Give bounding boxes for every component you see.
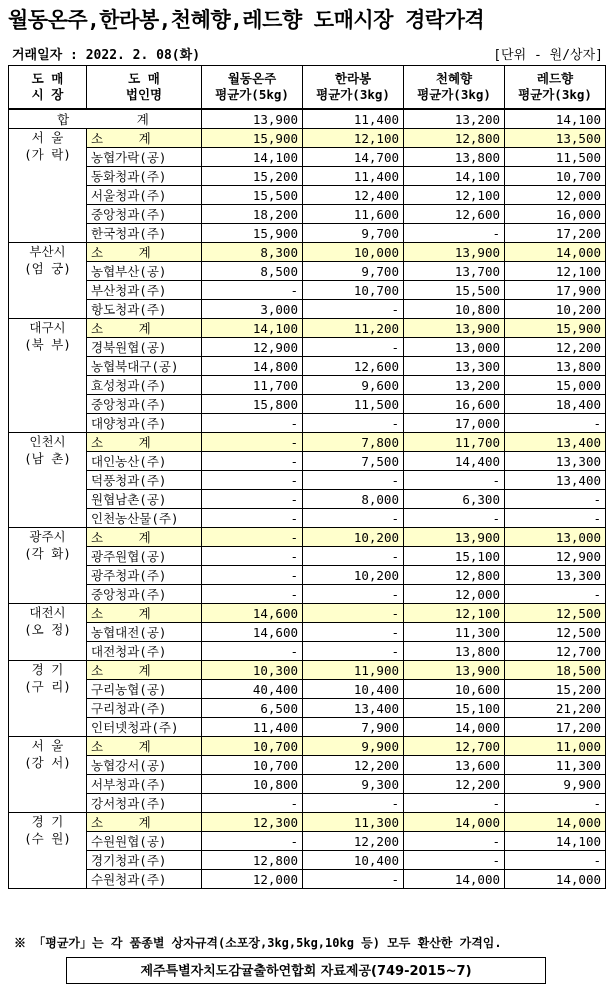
price-value: 14,000 bbox=[404, 870, 505, 889]
price-value: - bbox=[202, 281, 303, 300]
corp-name: 서부청과(주) bbox=[87, 775, 202, 794]
price-value: 18,200 bbox=[202, 205, 303, 224]
subtotal-value: 13,900 bbox=[404, 528, 505, 547]
subtotal-value: 12,500 bbox=[505, 604, 606, 623]
market-name: 대전시 bbox=[29, 605, 66, 620]
table-row bbox=[9, 452, 606, 471]
corp-name: 효성청과(주) bbox=[87, 376, 202, 395]
total-value: 13,900 bbox=[202, 109, 303, 129]
market-area: (가 락) bbox=[24, 147, 71, 162]
subtotal-row bbox=[9, 243, 606, 262]
price-value: 9,300 bbox=[303, 775, 404, 794]
subtotal-value: 11,200 bbox=[303, 319, 404, 338]
price-value: 15,100 bbox=[404, 547, 505, 566]
price-value: - bbox=[202, 642, 303, 661]
corp-name: 농협부산(공) bbox=[87, 262, 202, 281]
price-value: 40,400 bbox=[202, 680, 303, 699]
subtotal-value: 12,300 bbox=[202, 813, 303, 832]
market-area: (오 정) bbox=[24, 622, 71, 637]
market-name: 대구시 bbox=[29, 320, 66, 335]
corp-name: 인천농산물(주) bbox=[87, 509, 202, 528]
price-value: 12,400 bbox=[303, 186, 404, 205]
price-value: 14,400 bbox=[404, 452, 505, 471]
table-row bbox=[9, 775, 606, 794]
corp-name: 수원원협(공) bbox=[87, 832, 202, 851]
corp-name: 농협가락(공) bbox=[87, 148, 202, 167]
market-cell bbox=[9, 737, 87, 813]
price-value: - bbox=[404, 224, 505, 243]
header-col-2-sub: 평균가(3kg) bbox=[316, 87, 390, 102]
subtotal-label: 소 계 bbox=[87, 661, 202, 680]
trade-date: 거래일자 : 2022. 2. 08(화) bbox=[12, 48, 201, 63]
table-row bbox=[9, 832, 606, 851]
corp-name: 농협북대구(공) bbox=[87, 357, 202, 376]
table-row bbox=[9, 281, 606, 300]
header-col-2 bbox=[303, 66, 404, 110]
subtotal-row bbox=[9, 813, 606, 832]
table-row bbox=[9, 205, 606, 224]
subtotal-label: 소 계 bbox=[87, 319, 202, 338]
price-value: 13,800 bbox=[404, 148, 505, 167]
price-value: 13,300 bbox=[505, 566, 606, 585]
table-row bbox=[9, 224, 606, 243]
corp-name: 대전청과(주) bbox=[87, 642, 202, 661]
table-row bbox=[9, 300, 606, 319]
corp-name: 서울청과(주) bbox=[87, 186, 202, 205]
corp-name: 대인농산(주) bbox=[87, 452, 202, 471]
price-value: 13,400 bbox=[303, 699, 404, 718]
corp-name: 농협강서(공) bbox=[87, 756, 202, 775]
price-value: 13,700 bbox=[404, 262, 505, 281]
unit-label: [단위 - 원/상자] bbox=[493, 48, 603, 63]
table-row bbox=[9, 357, 606, 376]
price-value: 16,600 bbox=[404, 395, 505, 414]
subtotal-value: 11,300 bbox=[303, 813, 404, 832]
price-value: 9,700 bbox=[303, 224, 404, 243]
table-row bbox=[9, 699, 606, 718]
subtotal-value: 10,000 bbox=[303, 243, 404, 262]
header-col-4-name: 레드향 bbox=[536, 71, 574, 86]
price-value: 11,300 bbox=[404, 623, 505, 642]
price-value: 9,700 bbox=[303, 262, 404, 281]
subtotal-label: 소 계 bbox=[87, 813, 202, 832]
price-value: - bbox=[505, 794, 606, 813]
price-value: 10,400 bbox=[303, 680, 404, 699]
subtotal-row bbox=[9, 528, 606, 547]
table-row bbox=[9, 376, 606, 395]
price-value: - bbox=[303, 794, 404, 813]
table-row bbox=[9, 509, 606, 528]
market-cell bbox=[9, 604, 87, 661]
price-value: 10,700 bbox=[303, 281, 404, 300]
market-area: (남 촌) bbox=[24, 451, 71, 466]
subtotal-value: 12,100 bbox=[303, 129, 404, 148]
price-value: 6,500 bbox=[202, 699, 303, 718]
subtotal-value: - bbox=[202, 433, 303, 452]
price-value: 12,700 bbox=[505, 642, 606, 661]
market-cell bbox=[9, 243, 87, 319]
subtotal-label: 소 계 bbox=[87, 129, 202, 148]
header-col-4-sub: 평균가(3kg) bbox=[518, 87, 592, 102]
price-value: 12,000 bbox=[505, 186, 606, 205]
price-value: 15,200 bbox=[505, 680, 606, 699]
price-value: 12,100 bbox=[404, 186, 505, 205]
subtotal-row bbox=[9, 319, 606, 338]
market-area: (수 원) bbox=[24, 831, 71, 846]
header-corp bbox=[87, 66, 202, 110]
subtotal-row bbox=[9, 737, 606, 756]
header-row bbox=[9, 66, 606, 110]
price-value: 14,100 bbox=[404, 167, 505, 186]
price-value: 14,100 bbox=[202, 148, 303, 167]
price-value: 12,900 bbox=[202, 338, 303, 357]
price-value: 10,400 bbox=[303, 851, 404, 870]
subtotal-value: 11,700 bbox=[404, 433, 505, 452]
subtotal-label: 소 계 bbox=[87, 433, 202, 452]
price-value: 11,300 bbox=[505, 756, 606, 775]
table-row bbox=[9, 566, 606, 585]
subtotal-value: 14,100 bbox=[202, 319, 303, 338]
corp-name: 경기청과(주) bbox=[87, 851, 202, 870]
corp-name: 덕풍청과(주) bbox=[87, 471, 202, 490]
subtotal-value: 13,500 bbox=[505, 129, 606, 148]
subtotal-value: 11,900 bbox=[303, 661, 404, 680]
header-corp-line1: 도 매 bbox=[128, 71, 160, 86]
subtotal-value: 10,700 bbox=[202, 737, 303, 756]
table-body bbox=[9, 109, 606, 889]
header-col-3-sub: 평균가(3kg) bbox=[417, 87, 491, 102]
price-value: - bbox=[202, 490, 303, 509]
subtotal-value: 12,700 bbox=[404, 737, 505, 756]
price-value: 17,900 bbox=[505, 281, 606, 300]
header-corp-line2: 법인명 bbox=[125, 87, 163, 102]
price-value: 7,900 bbox=[303, 718, 404, 737]
corp-name: 농협대전(공) bbox=[87, 623, 202, 642]
price-value: 15,200 bbox=[202, 167, 303, 186]
table-row bbox=[9, 642, 606, 661]
price-value: 12,200 bbox=[303, 756, 404, 775]
price-value: 15,900 bbox=[202, 224, 303, 243]
market-name: 경 기 bbox=[31, 662, 64, 677]
subtotal-label: 소 계 bbox=[87, 737, 202, 756]
total-label: 합 계 bbox=[9, 109, 202, 129]
price-value: 10,800 bbox=[202, 775, 303, 794]
page-title: 월동온주,한라봉,천혜향,레드향 도매시장 경락가격 bbox=[8, 8, 485, 32]
price-value: 12,000 bbox=[202, 870, 303, 889]
price-value: 3,000 bbox=[202, 300, 303, 319]
subtotal-label: 소 계 bbox=[87, 528, 202, 547]
price-value: - bbox=[202, 471, 303, 490]
price-value: 6,300 bbox=[404, 490, 505, 509]
price-value: - bbox=[404, 851, 505, 870]
subtotal-label: 소 계 bbox=[87, 604, 202, 623]
table-row bbox=[9, 547, 606, 566]
subtotal-value: 15,900 bbox=[505, 319, 606, 338]
subtotal-value: - bbox=[202, 528, 303, 547]
price-value: 10,700 bbox=[202, 756, 303, 775]
price-value: 12,200 bbox=[505, 338, 606, 357]
price-value: 15,100 bbox=[404, 699, 505, 718]
market-name: 광주시 bbox=[29, 529, 66, 544]
subtotal-value: 12,800 bbox=[404, 129, 505, 148]
corp-name: 중앙청과(주) bbox=[87, 205, 202, 224]
header-market-line1: 도 매 bbox=[31, 71, 64, 86]
price-value: - bbox=[505, 490, 606, 509]
market-name: 서 울 bbox=[31, 130, 64, 145]
corp-name: 부산청과(주) bbox=[87, 281, 202, 300]
table-row bbox=[9, 490, 606, 509]
table-row bbox=[9, 870, 606, 889]
market-cell bbox=[9, 661, 87, 737]
price-value: 13,600 bbox=[404, 756, 505, 775]
subtotal-value: 13,900 bbox=[404, 319, 505, 338]
header-market-line2: 시 장 bbox=[31, 87, 64, 102]
price-value: - bbox=[303, 642, 404, 661]
total-value: 11,400 bbox=[303, 109, 404, 129]
price-value: 13,300 bbox=[404, 357, 505, 376]
price-table bbox=[8, 65, 606, 889]
price-value: 12,800 bbox=[202, 851, 303, 870]
price-value: - bbox=[202, 585, 303, 604]
price-value: 12,800 bbox=[404, 566, 505, 585]
total-value: 14,100 bbox=[505, 109, 606, 129]
market-cell bbox=[9, 528, 87, 604]
subtotal-value: 8,300 bbox=[202, 243, 303, 262]
subtotal-value: 13,900 bbox=[404, 661, 505, 680]
subtotal-row bbox=[9, 129, 606, 148]
market-area: (엄 궁) bbox=[24, 261, 71, 276]
table-row bbox=[9, 186, 606, 205]
price-value: - bbox=[202, 547, 303, 566]
price-value: 10,200 bbox=[505, 300, 606, 319]
subtotal-value: 12,100 bbox=[404, 604, 505, 623]
price-value: 13,800 bbox=[404, 642, 505, 661]
price-value: 10,600 bbox=[404, 680, 505, 699]
price-value: - bbox=[505, 509, 606, 528]
corp-name: 수원청과(주) bbox=[87, 870, 202, 889]
market-name: 서 울 bbox=[31, 738, 64, 753]
table-row bbox=[9, 718, 606, 737]
price-value: 15,500 bbox=[404, 281, 505, 300]
market-area: (각 화) bbox=[24, 546, 71, 561]
price-value: 12,200 bbox=[404, 775, 505, 794]
table-row bbox=[9, 414, 606, 433]
header-col-1 bbox=[202, 66, 303, 110]
table-row bbox=[9, 395, 606, 414]
header-market bbox=[9, 66, 87, 110]
table-row bbox=[9, 623, 606, 642]
price-value: 13,200 bbox=[404, 376, 505, 395]
corp-name: 구리청과(주) bbox=[87, 699, 202, 718]
price-value: - bbox=[303, 623, 404, 642]
market-cell bbox=[9, 319, 87, 433]
subtotal-value: 13,000 bbox=[505, 528, 606, 547]
subtotal-value: 11,000 bbox=[505, 737, 606, 756]
subtotal-value: 14,000 bbox=[404, 813, 505, 832]
price-value: - bbox=[202, 452, 303, 471]
header-col-1-sub: 평균가(5kg) bbox=[215, 87, 289, 102]
subtotal-value: 13,400 bbox=[505, 433, 606, 452]
price-value: 15,800 bbox=[202, 395, 303, 414]
price-value: 8,000 bbox=[303, 490, 404, 509]
price-value: - bbox=[303, 585, 404, 604]
subtotal-value: 18,500 bbox=[505, 661, 606, 680]
price-value: - bbox=[303, 471, 404, 490]
table-row bbox=[9, 585, 606, 604]
price-value: - bbox=[505, 414, 606, 433]
price-value: - bbox=[303, 414, 404, 433]
header-col-1-name: 월동온주 bbox=[227, 71, 277, 86]
corp-name: 구리농협(공) bbox=[87, 680, 202, 699]
corp-name: 한국청과(주) bbox=[87, 224, 202, 243]
price-value: 7,500 bbox=[303, 452, 404, 471]
price-value: - bbox=[303, 300, 404, 319]
corp-name: 원협남촌(공) bbox=[87, 490, 202, 509]
subtotal-value: 7,800 bbox=[303, 433, 404, 452]
market-area: (강 서) bbox=[24, 755, 71, 770]
header-col-3-name: 천혜향 bbox=[435, 71, 473, 86]
subtotal-row bbox=[9, 433, 606, 452]
subtotal-label: 소 계 bbox=[87, 243, 202, 262]
table-row bbox=[9, 794, 606, 813]
subtotal-value: 10,200 bbox=[303, 528, 404, 547]
price-value: 12,200 bbox=[303, 832, 404, 851]
price-value: - bbox=[303, 547, 404, 566]
table-row bbox=[9, 851, 606, 870]
subtotal-value: 15,900 bbox=[202, 129, 303, 148]
subtotal-value: 10,300 bbox=[202, 661, 303, 680]
price-value: 13,300 bbox=[505, 452, 606, 471]
header-col-2-name: 한라봉 bbox=[334, 71, 372, 86]
price-value: 14,600 bbox=[202, 623, 303, 642]
header-col-3 bbox=[404, 66, 505, 110]
market-cell bbox=[9, 129, 87, 243]
price-value: 16,000 bbox=[505, 205, 606, 224]
price-value: 18,400 bbox=[505, 395, 606, 414]
table-row bbox=[9, 167, 606, 186]
price-value: - bbox=[505, 585, 606, 604]
corp-name: 중앙청과(주) bbox=[87, 585, 202, 604]
price-value: 14,700 bbox=[303, 148, 404, 167]
market-name: 부산시 bbox=[29, 244, 66, 259]
price-value: - bbox=[303, 509, 404, 528]
table-row bbox=[9, 262, 606, 281]
price-value: 11,500 bbox=[303, 395, 404, 414]
price-value: 17,000 bbox=[404, 414, 505, 433]
subtotal-value: 9,900 bbox=[303, 737, 404, 756]
table-row bbox=[9, 148, 606, 167]
price-value: - bbox=[404, 832, 505, 851]
corp-name: 항도청과(주) bbox=[87, 300, 202, 319]
market-area: (구 리) bbox=[24, 679, 71, 694]
subtotal-row bbox=[9, 661, 606, 680]
table-row bbox=[9, 680, 606, 699]
subtotal-value: 13,900 bbox=[404, 243, 505, 262]
price-value: 17,200 bbox=[505, 224, 606, 243]
subtotal-row bbox=[9, 604, 606, 623]
price-value: - bbox=[202, 832, 303, 851]
table-row bbox=[9, 338, 606, 357]
price-value: 12,600 bbox=[404, 205, 505, 224]
price-value: - bbox=[202, 566, 303, 585]
price-value: 14,100 bbox=[505, 832, 606, 851]
corp-name: 광주청과(주) bbox=[87, 566, 202, 585]
total-value: 13,200 bbox=[404, 109, 505, 129]
market-name: 인천시 bbox=[29, 434, 66, 449]
price-value: 17,200 bbox=[505, 718, 606, 737]
market-name: 경 기 bbox=[31, 814, 64, 829]
corp-name: 대양청과(주) bbox=[87, 414, 202, 433]
subtotal-value: - bbox=[303, 604, 404, 623]
subtotal-value: 14,600 bbox=[202, 604, 303, 623]
header-col-4 bbox=[505, 66, 606, 110]
price-value: - bbox=[404, 794, 505, 813]
price-value: - bbox=[303, 338, 404, 357]
corp-name: 동화청과(주) bbox=[87, 167, 202, 186]
price-value: - bbox=[202, 509, 303, 528]
price-value: - bbox=[202, 794, 303, 813]
market-cell bbox=[9, 433, 87, 528]
price-value: - bbox=[303, 870, 404, 889]
price-value: 12,900 bbox=[505, 547, 606, 566]
price-value: 9,600 bbox=[303, 376, 404, 395]
price-value: 9,900 bbox=[505, 775, 606, 794]
price-value: 11,700 bbox=[202, 376, 303, 395]
corp-name: 광주원협(공) bbox=[87, 547, 202, 566]
price-value: 13,800 bbox=[505, 357, 606, 376]
price-value: 10,700 bbox=[505, 167, 606, 186]
corp-name: 경북원협(공) bbox=[87, 338, 202, 357]
price-value: 12,600 bbox=[303, 357, 404, 376]
price-value: 13,400 bbox=[505, 471, 606, 490]
price-value: 11,400 bbox=[202, 718, 303, 737]
footnote: ※ 「평균가」는 각 품종별 상자규격(소포장,3kg,5kg,10kg 등) 모두 환산한 가격임. bbox=[14, 936, 502, 950]
price-value: 12,000 bbox=[404, 585, 505, 604]
price-value: 14,000 bbox=[505, 870, 606, 889]
price-value: - bbox=[404, 509, 505, 528]
price-value: 14,000 bbox=[404, 718, 505, 737]
corp-name: 강서청과(주) bbox=[87, 794, 202, 813]
source-box: 제주특별자치도감귤출하연합회 자료제공(749-2015~7) bbox=[66, 957, 546, 984]
table-row bbox=[9, 756, 606, 775]
price-value: 12,100 bbox=[505, 262, 606, 281]
price-value: 10,800 bbox=[404, 300, 505, 319]
corp-name: 인터넷청과(주) bbox=[87, 718, 202, 737]
price-value: 21,200 bbox=[505, 699, 606, 718]
price-value: 11,500 bbox=[505, 148, 606, 167]
price-value: - bbox=[505, 851, 606, 870]
price-value: 13,000 bbox=[404, 338, 505, 357]
price-value: 11,600 bbox=[303, 205, 404, 224]
price-value: 15,000 bbox=[505, 376, 606, 395]
price-value: 8,500 bbox=[202, 262, 303, 281]
subtotal-value: 14,000 bbox=[505, 243, 606, 262]
price-value: 10,200 bbox=[303, 566, 404, 585]
corp-name: 중앙청과(주) bbox=[87, 395, 202, 414]
market-area: (북 부) bbox=[24, 337, 71, 352]
price-value: - bbox=[202, 414, 303, 433]
price-value: - bbox=[404, 471, 505, 490]
table-row bbox=[9, 471, 606, 490]
total-row bbox=[9, 109, 606, 129]
subtotal-value: 14,000 bbox=[505, 813, 606, 832]
price-value: 14,800 bbox=[202, 357, 303, 376]
price-value: 12,500 bbox=[505, 623, 606, 642]
price-value: 11,400 bbox=[303, 167, 404, 186]
market-cell bbox=[9, 813, 87, 889]
price-value: 15,500 bbox=[202, 186, 303, 205]
